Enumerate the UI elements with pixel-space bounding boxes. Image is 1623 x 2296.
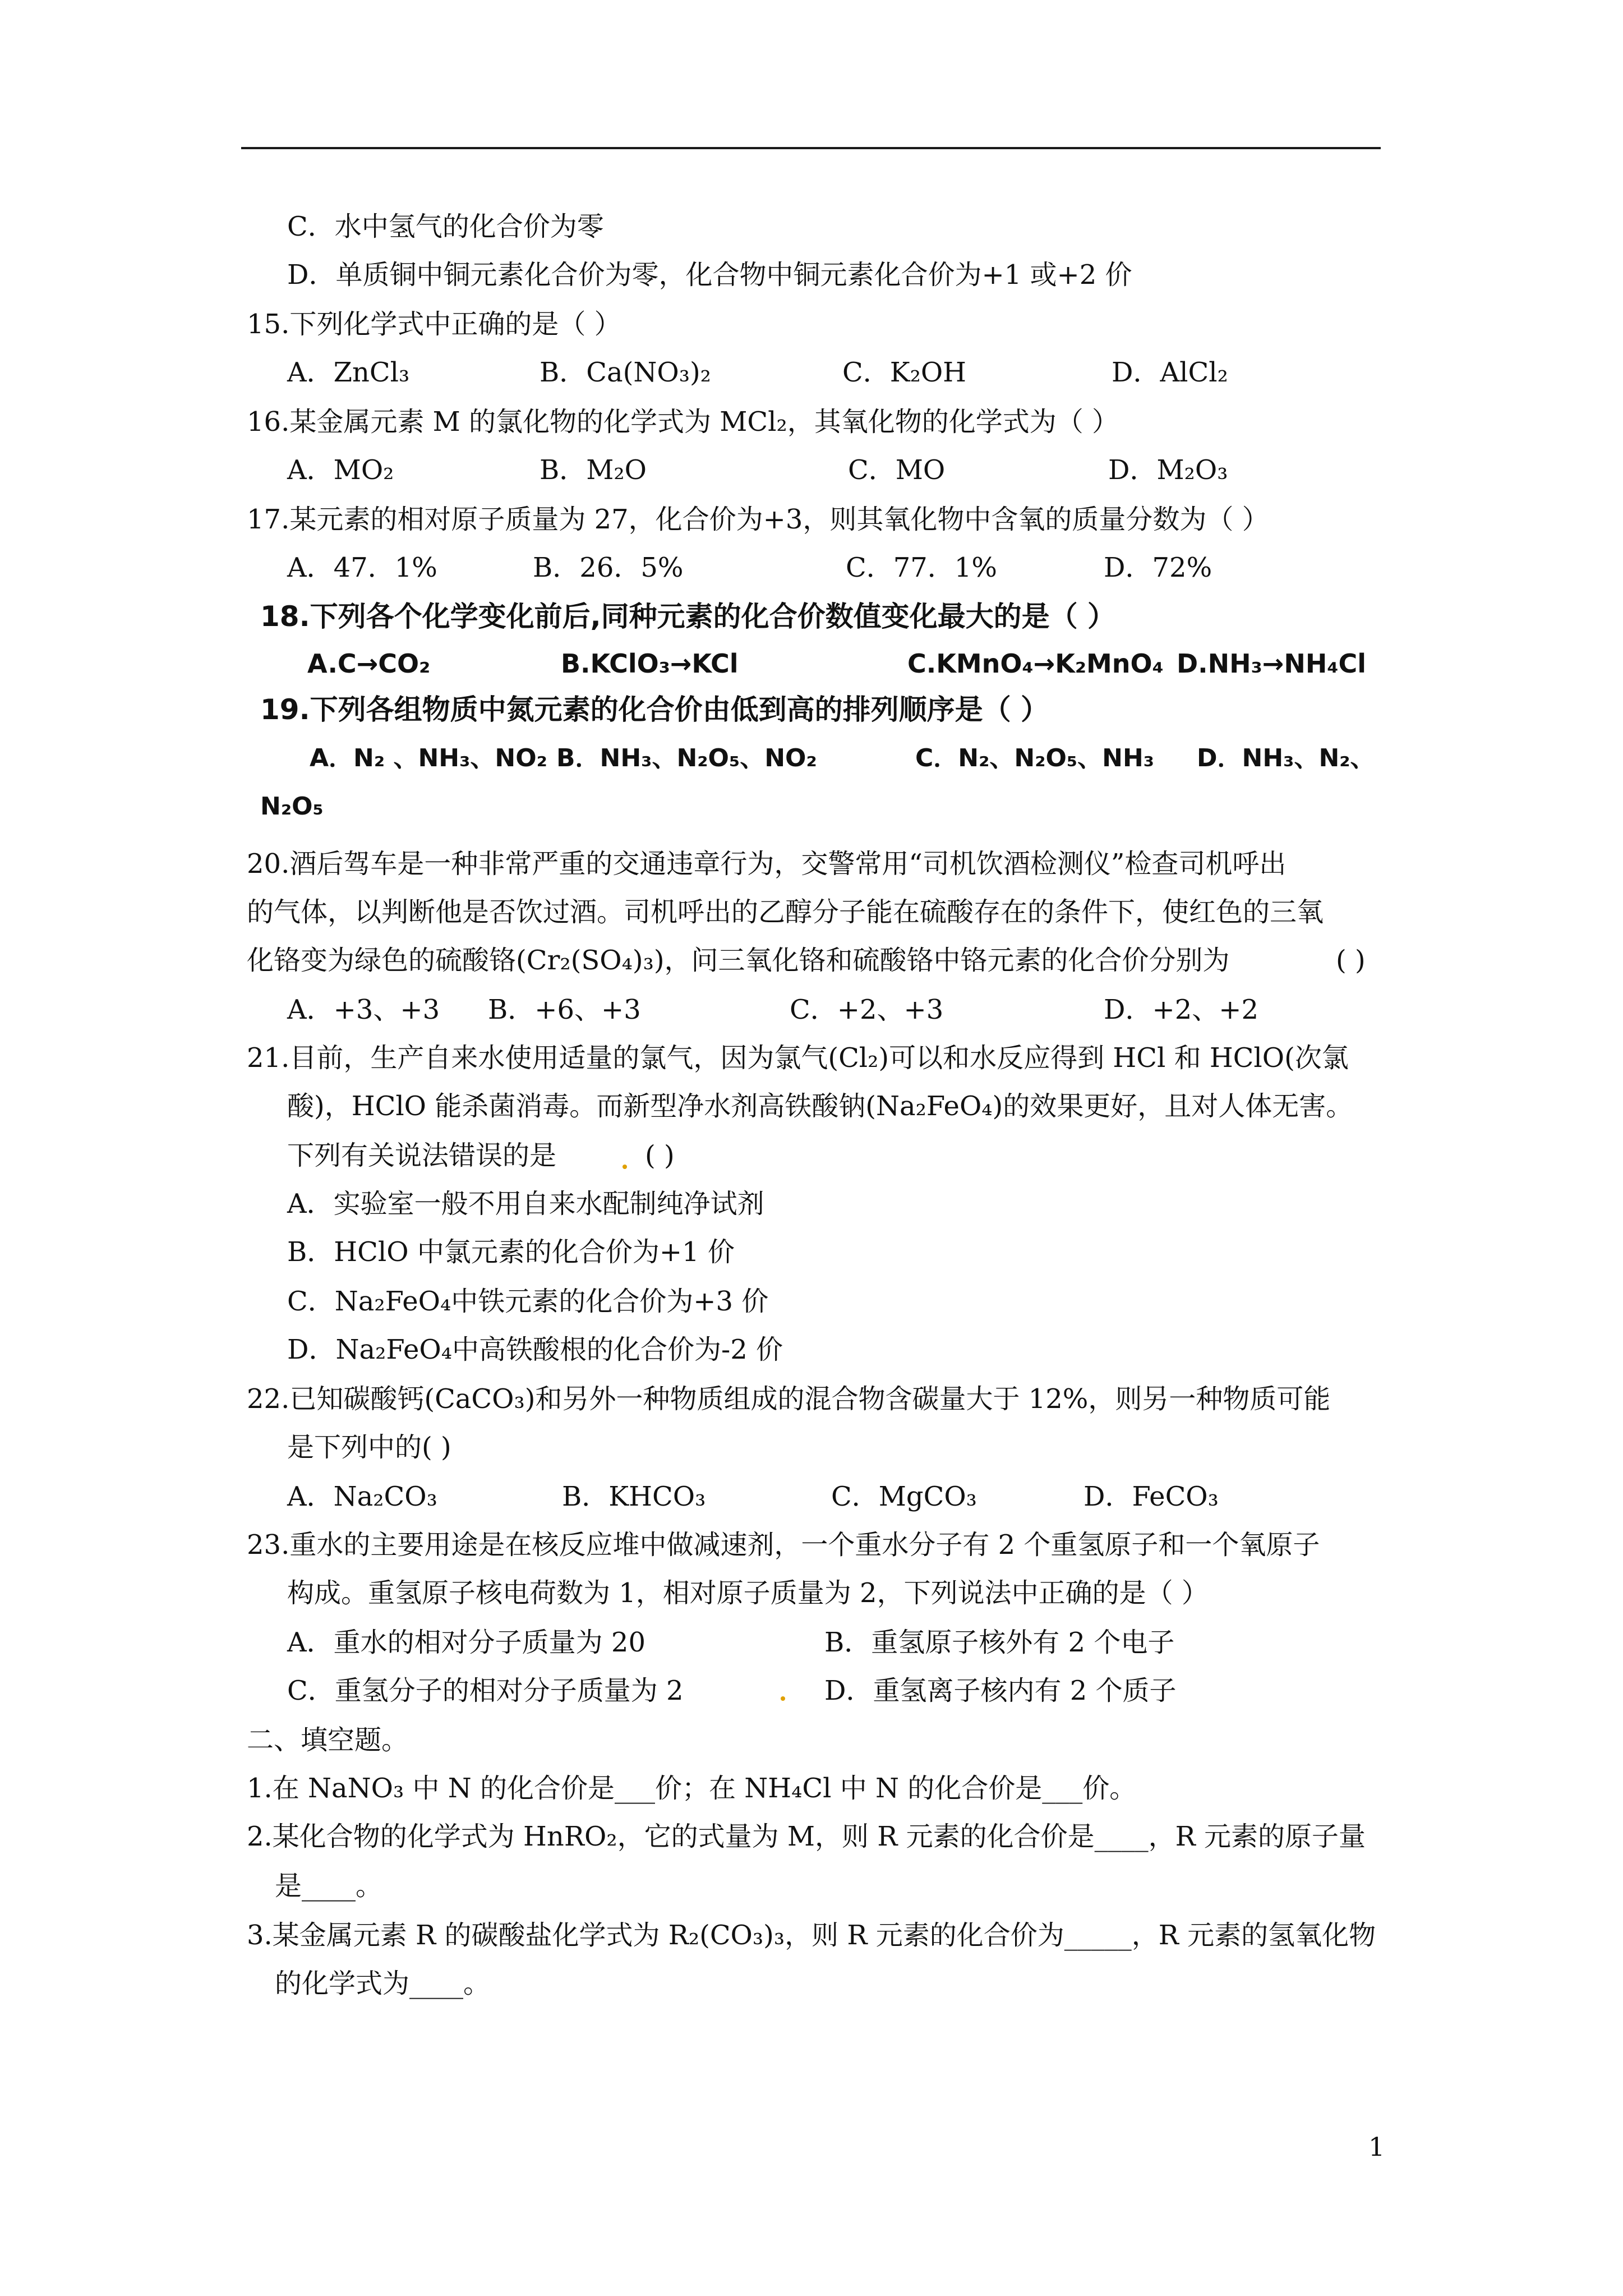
q23-option-a: A．重水的相对分子质量为 20 xyxy=(287,1627,646,1658)
question-17: 17.某元素的相对原子质量为 27，化合价为+3，则其氧化物中含氧的质量分数为（ ） xyxy=(247,504,1269,535)
q19-option-b: B．NH₃、N₂O₅、NO₂ xyxy=(556,744,817,772)
q14-option-d: D．单质铜中铜元素化合价为零，化合物中铜元素化合价为+1 或+2 价 xyxy=(287,259,1132,291)
q23-option-c: C．重氢分子的相对分子质量为 2 xyxy=(287,1675,684,1706)
q21-option-d: D．Na₂FeO₄中高铁酸根的化合价为-2 价 xyxy=(287,1334,783,1365)
q19-option-d: D．NH₃、N₂、 xyxy=(1197,744,1375,772)
question-21-line-2: 酸)，HClO 能杀菌消毒。而新型净水剂高铁酸钠(Na₂FeO₄)的效果更好，且对人体无害。 xyxy=(287,1091,1353,1122)
question-16: 16.某金属元素 M 的氯化物的化学式为 MCl₂，其氧化物的化学式为（ ） xyxy=(247,406,1119,438)
q22-option-c: C．MgCO₃ xyxy=(831,1481,977,1512)
q17-option-a: A．47．1% xyxy=(287,552,437,583)
q18-option-b: B.KClO₃→KCl xyxy=(561,648,739,679)
q15-option-d: D．AlCl₂ xyxy=(1112,357,1228,388)
q17-option-c: C．77．1% xyxy=(846,552,997,583)
question-19: 19.下列各组物质中氮元素的化合价由低到高的排列顺序是（ ） xyxy=(260,693,1049,726)
q20-option-d: D．+2、+2 xyxy=(1104,994,1259,1025)
section-2-heading: 二、填空题。 xyxy=(247,1724,409,1756)
q17-option-b: B．26．5% xyxy=(533,552,684,583)
question-22-line-1: 22.已知碳酸钙(CaCO₃)和另外一种物质组成的混合物含碳量大于 12%，则另一种物质可能 xyxy=(247,1383,1331,1415)
q21-option-b: B．HClO 中氯元素的化合价为+1 价 xyxy=(287,1236,735,1268)
q14-option-c: C．水中氢气的化合价为零 xyxy=(287,211,604,242)
q20-option-b: B．+6、+3 xyxy=(488,994,641,1025)
question-20-answer-paren: ( ) xyxy=(1336,945,1366,976)
q20-option-a: A．+3、+3 xyxy=(287,994,440,1025)
q19-option-a: A．N₂ 、NH₃、NO₂ xyxy=(310,744,547,772)
q15-option-a: A．ZnCl₃ xyxy=(287,357,410,388)
q19-option-d-continued: N₂O₅ xyxy=(260,792,324,821)
question-21-line-1: 21.目前，生产自来水使用适量的氯气，因为氯气(Cl₂)可以和水反应得到 HCl 和 HClO(次氯 xyxy=(247,1042,1349,1074)
question-23-line-1: 23.重水的主要用途是在核反应堆中做减速剂，一个重水分子有 2 个重氢原子和一个氧原子 xyxy=(247,1529,1320,1561)
question-15: 15.下列化学式中正确的是（ ） xyxy=(247,309,621,340)
q21-option-a: A．实验室一般不用自来水配制纯净试剂 xyxy=(287,1188,764,1220)
decorative-dot xyxy=(623,1165,627,1169)
q21-option-c: C．Na₂FeO₄中铁元素的化合价为+3 价 xyxy=(287,1286,769,1317)
q20-option-c: C．+2、+3 xyxy=(790,994,944,1025)
question-20-line-3: 化铬变为绿色的硫酸铬(Cr₂(SO₄)₃)，问三氧化铬和硫酸铬中铬元素的化合价分别为 xyxy=(247,945,1230,976)
question-23-line-2: 构成。重氢原子核电荷数为 1，相对原子质量为 2，下列说法中正确的是（ ） xyxy=(287,1577,1209,1609)
decorative-dot xyxy=(781,1696,785,1701)
fill-question-3-line-1: 3.某金属元素 R 的碳酸盐化学式为 R₂(CO₃)₃，则 R 元素的化合价为_____，R 元素的氢氧化物 xyxy=(247,1920,1376,1951)
page-number: 1 xyxy=(1368,2132,1385,2162)
q15-option-b: B．Ca(NO₃)₂ xyxy=(540,357,711,388)
q16-option-a: A．MO₂ xyxy=(287,454,394,486)
question-22-line-2: 是下列中的( ) xyxy=(287,1432,451,1463)
question-21-line-3: 下列有关说法错误的是 xyxy=(287,1140,557,1171)
q16-option-b: B．M₂O xyxy=(540,454,647,486)
q15-option-c: C．K₂OH xyxy=(842,357,967,388)
q23-option-d: D．重氢离子核内有 2 个质子 xyxy=(824,1675,1177,1706)
q18-option-d: D.NH₃→NH₄Cl xyxy=(1177,648,1367,679)
q19-option-c: C．N₂、N₂O₅、NH₃ xyxy=(915,744,1155,772)
fill-question-2-line-1: 2.某化合物的化学式为 HnRO₂，它的式量为 M，则 R 元素的化合价是____，R 元素的原子量 xyxy=(247,1821,1366,1852)
fill-question-2-line-2: 是____。 xyxy=(275,1870,383,1902)
question-18: 18.下列各个化学变化前后,同种元素的化合价数值变化最大的是（ ） xyxy=(260,600,1115,633)
q16-option-c: C．MO xyxy=(848,454,946,486)
q22-option-d: D．FeCO₃ xyxy=(1083,1481,1219,1512)
header-rule xyxy=(241,147,1381,149)
q18-option-c: C.KMnO₄→K₂MnO₄ xyxy=(907,648,1164,679)
fill-question-1: 1.在 NaNO₃ 中 N 的化合价是___价；在 NH₄Cl 中 N 的化合价是___价。 xyxy=(247,1773,1137,1804)
q22-option-a: A．Na₂CO₃ xyxy=(287,1481,437,1512)
q18-option-a: A.C→CO₂ xyxy=(307,648,431,679)
question-20-line-2: 的气体，以判断他是否饮过酒。司机呼出的乙醇分子能在硫酸存在的条件下，使红色的三氧 xyxy=(247,896,1324,928)
q23-option-b: B．重氢原子核外有 2 个电子 xyxy=(824,1627,1175,1658)
q17-option-d: D．72% xyxy=(1104,552,1212,583)
question-20-line-1: 20.酒后驾车是一种非常严重的交通违章行为，交警常用“司机饮酒检测仪”检查司机呼出 xyxy=(247,848,1287,880)
fill-question-3-line-2: 的化学式为____。 xyxy=(275,1968,491,1999)
q22-option-b: B．KHCO₃ xyxy=(562,1481,706,1512)
question-21-answer-paren: ( ) xyxy=(645,1140,675,1171)
q16-option-d: D．M₂O₃ xyxy=(1108,454,1228,486)
